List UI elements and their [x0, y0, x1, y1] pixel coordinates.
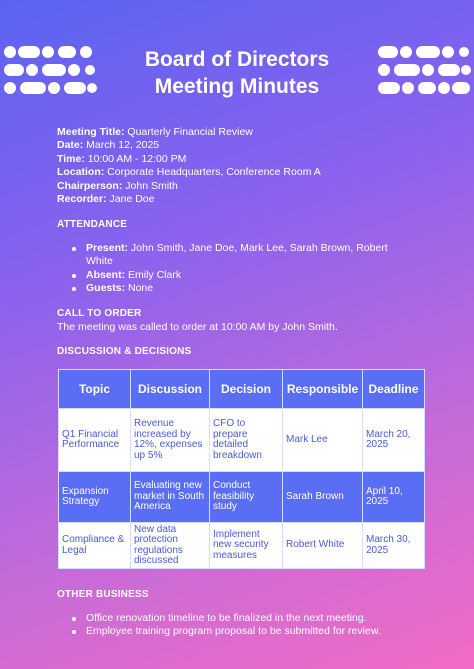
attendance-list [86, 242, 406, 296]
table-cell: April 10, 2025 [363, 472, 425, 523]
date-value: March 12, 2025 [83, 139, 160, 152]
guests-value: None [125, 282, 154, 295]
meeting-title-row [57, 126, 321, 139]
table-cell: Sarah Brown [283, 472, 363, 523]
chairperson-value: John Smith [122, 179, 178, 192]
table-cell: CFO to prepare detailed breakdown [210, 409, 283, 472]
meeting-title-label: Meeting Title: [57, 126, 125, 138]
guests-label: Guests: [86, 282, 126, 295]
table-header-row [59, 370, 425, 409]
table-cell: Compliance & Legal [59, 523, 131, 569]
list-item [86, 242, 406, 269]
column-header-topic: Topic [59, 370, 131, 409]
table-cell: Evaluating new market in South America [131, 472, 210, 523]
other-business-heading: OTHER BUSINESS [57, 589, 149, 600]
call-to-order-heading: CALL TO ORDER [57, 308, 142, 319]
time-value: 10:00 AM - 12:00 PM [84, 152, 187, 165]
table-cell: Conduct feasibility study [210, 472, 283, 523]
location-label: Location: [57, 166, 105, 179]
date-label: Date: [57, 139, 84, 152]
time-label: Time: [57, 152, 85, 165]
present-value: John Smith, Jane Doe, Mark Lee, Sarah Brown, Robert White [86, 242, 388, 268]
list-item [86, 269, 406, 282]
table-row [59, 472, 425, 523]
present-label: Present: [86, 242, 129, 254]
table-cell: Expansion Strategy [59, 472, 131, 523]
time-row [57, 153, 321, 166]
table-cell: March 30, 2025 [363, 523, 425, 569]
absent-value: Emily Clark [125, 268, 182, 281]
recorder-value: Jane Doe [106, 193, 155, 206]
other-business-list [86, 612, 381, 638]
table-cell: Revenue increased by 12%, expenses up 5% [131, 409, 210, 472]
list-item: Employee training program proposal to be submitted for review. [86, 625, 381, 637]
call-to-order-text: The meeting was called to order at 10:00 AM by John Smith. [57, 321, 338, 333]
title-line-1: Board of Directors [144, 48, 330, 71]
column-header-decision: Decision [210, 370, 283, 409]
location-value: Corporate Headquarters, Conference Room A [104, 166, 321, 179]
absent-label: Absent: [86, 268, 126, 281]
meeting-title-value: Quarterly Financial Review [124, 126, 253, 138]
table-cell: Robert White [283, 523, 363, 569]
chairperson-row [57, 180, 321, 193]
meeting-details [57, 126, 321, 206]
table-cell: Mark Lee [283, 409, 363, 472]
table-cell: New data protection regulations discussed [131, 523, 210, 569]
discussion-table [58, 369, 425, 569]
column-header-responsible: Responsible [283, 370, 363, 409]
discussion-heading: DISCUSSION & DECISIONS [57, 346, 192, 357]
recorder-label: Recorder: [57, 193, 107, 206]
page-title [100, 46, 374, 100]
table-row [59, 523, 425, 569]
chairperson-label: Chairperson: [57, 179, 123, 192]
table-cell: March 20, 2025 [363, 409, 425, 472]
location-row [57, 166, 321, 179]
decorative-blob-pattern-right [376, 44, 472, 100]
recorder-row [57, 193, 321, 206]
table-cell: Implement new security measures [210, 523, 283, 569]
column-header-discussion: Discussion [131, 370, 210, 409]
list-item [86, 282, 406, 295]
table-cell: Q1 Financial Performance [59, 409, 131, 472]
title-line-2: Meeting Minutes [154, 75, 320, 98]
column-header-deadline: Deadline [363, 370, 425, 409]
list-item: Office renovation timeline to be finalized in the next meeting. [86, 612, 381, 625]
date-row [57, 139, 321, 152]
table-row [59, 409, 425, 472]
attendance-heading: ATTENDANCE [57, 219, 128, 230]
decorative-blob-pattern-left [2, 44, 98, 100]
